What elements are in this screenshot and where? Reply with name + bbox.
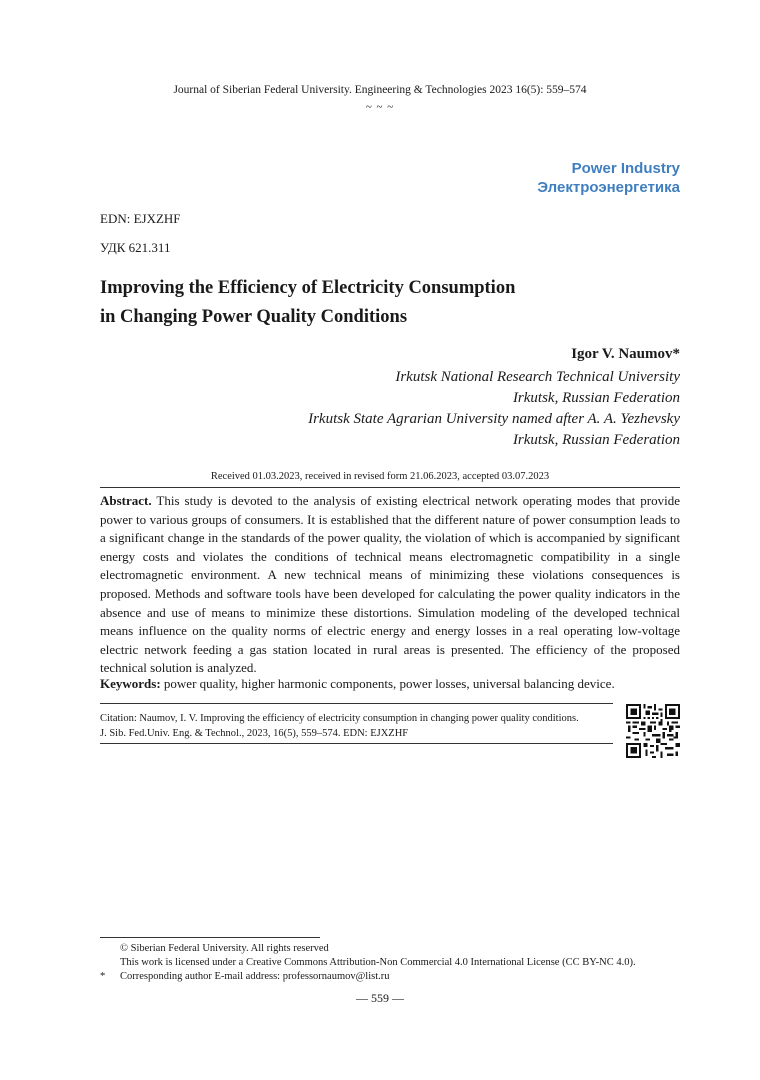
section-title-en: Power Industry — [571, 160, 680, 177]
author-name: Igor V. Naumov* — [571, 346, 680, 362]
footnote-mark: * — [100, 971, 106, 982]
affiliation-1-location: Irkutsk, Russian Federation — [512, 390, 680, 406]
affiliation-1: Irkutsk National Research Technical University — [395, 369, 680, 385]
section-title-ru: Электроэнергетика — [537, 179, 680, 196]
author-email-text: Corresponding author E-mail address: professornaumov@list.ru — [120, 971, 390, 982]
page-number: — 559 — — [356, 991, 404, 1005]
footnote-license — [100, 956, 700, 970]
citation-bottom-divider — [100, 743, 613, 744]
abstract-text: This study is devoted to the analysis of existing electrical network operating modes that provide power to various groups of consumers. It is established that the different nature of power consumption leads to a significant change in the standards of the power quality, the violation of which is accompanied by significant energy costs and violates the conditions of technical means electromagnetic compatibility in a single electromagnetic environment. A new technical means of minimizing these violations consequences is proposed. Methods and software tools have been developed for calculating the power quality indicators in the absence and use of means to minimize these distortions. Simulation modeling of the developed technical means influence on the quality norms of electric energy and energy losses in a real operating low-voltage electric network feeding a gas station located in rural areas is presented. The efficiency of the proposed technical solution is analyzed. — [100, 493, 680, 676]
citation-line-2: J. Sib. Fed.Univ. Eng. & Technol., 2023, 16(5), 559–574. EDN: EJXZHF — [100, 728, 409, 739]
copyright-text: © Siberian Federal University. All rights reserved — [120, 943, 329, 954]
journal-header: Journal of Siberian Federal University. Engineering & Technologies 2023 16(5): 559–574 — [173, 84, 587, 96]
citation-top-divider — [100, 703, 613, 704]
abstract-label: Abstract. — [100, 493, 152, 508]
citation — [100, 711, 620, 741]
keywords — [100, 676, 680, 692]
footnote-divider — [100, 937, 320, 938]
abstract — [100, 492, 680, 678]
header-ornament: ~ ~ ~ — [365, 101, 395, 113]
affiliation-2: Irkutsk State Agrarian University named after A. A. Yezhevsky — [308, 411, 680, 427]
qr-code-icon[interactable] — [626, 704, 680, 758]
divider — [100, 487, 680, 488]
license-text: This work is licensed under a Creative Commons Attribution-Non Commercial 4.0 International License (CC BY-NC 4.0). — [120, 957, 636, 968]
keywords-label: Keywords: — [100, 676, 161, 691]
received-dates: Received 01.03.2023, received in revised form 21.06.2023, accepted 03.07.2023 — [210, 471, 550, 482]
paper-title-line-1: Improving the Efficiency of Electricity Consumption — [100, 278, 516, 298]
citation-line-1: Citation: Naumov, I. V. Improving the efficiency of electricity consumption in changing power quality conditions. — [100, 713, 579, 724]
paper-title — [100, 274, 660, 332]
affiliation-2-location: Irkutsk, Russian Federation — [512, 432, 680, 448]
udk-code: УДК 621.311 — [100, 240, 171, 255]
paper-title-line-2: in Changing Power Quality Conditions — [100, 307, 408, 327]
footnote-copyright — [100, 942, 700, 956]
edn-code: EDN: EJXZHF — [100, 211, 181, 226]
footnote-corresponding-author — [100, 970, 700, 984]
keywords-text: power quality, higher harmonic components, power losses, universal balancing device. — [163, 676, 615, 691]
